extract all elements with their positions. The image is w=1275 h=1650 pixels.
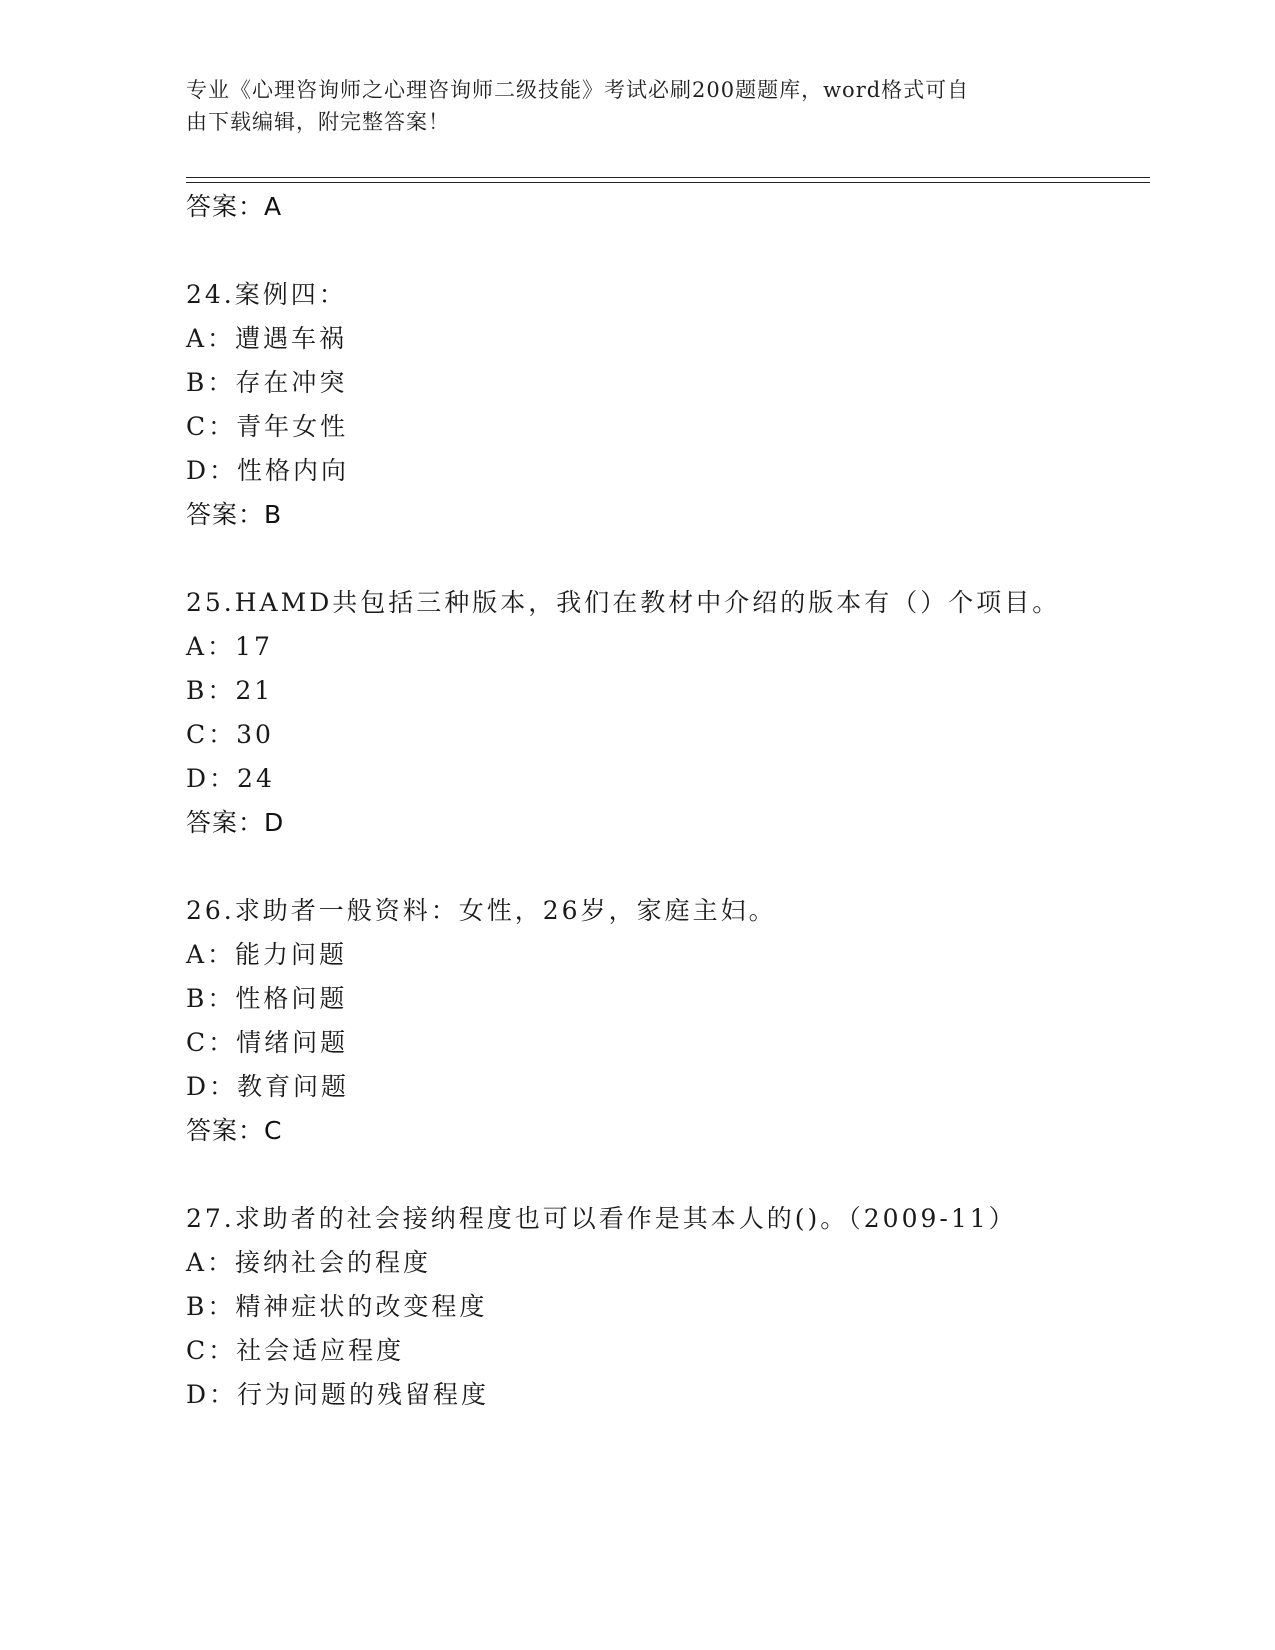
question-25-option-b: B：21 bbox=[186, 676, 274, 705]
question-27-option-c: C：社会适应程度 bbox=[186, 1336, 405, 1365]
question-27-option-a: A：接纳社会的程度 bbox=[186, 1248, 432, 1277]
question-25-option-a: A：17 bbox=[186, 632, 273, 661]
question-25-stem: 25.HAMD共包括三种版本，我们在教材中介绍的版本有（）个项目。 bbox=[186, 588, 1061, 617]
question-24-option-a: A：遭遇车祸 bbox=[186, 324, 348, 353]
question-27-option-b: B：精神症状的改变程度 bbox=[186, 1292, 488, 1321]
question-25-option-d: D：24 bbox=[186, 764, 275, 793]
question-24-stem: 24.案例四： bbox=[186, 280, 347, 309]
header-double-rule bbox=[186, 177, 1150, 183]
header-line-2: 由下载编辑，附完整答案！ bbox=[186, 110, 450, 134]
question-24-answer: 答案：B bbox=[186, 500, 283, 529]
question-24-option-b: B：存在冲突 bbox=[186, 368, 348, 397]
question-27-option-d: D：行为问题的残留程度 bbox=[186, 1380, 490, 1409]
question-26-option-c: C：情绪问题 bbox=[186, 1028, 349, 1057]
question-26-stem: 26.求助者一般资料：女性，26岁，家庭主妇。 bbox=[186, 896, 777, 925]
question-26-option-d: D：教育问题 bbox=[186, 1072, 350, 1101]
question-25-option-c: C：30 bbox=[186, 720, 274, 749]
header-line-1: 专业《心理咨询师之心理咨询师二级技能》考试必刷200题题库，word格式可自 bbox=[186, 78, 970, 102]
question-24-option-c: C：青年女性 bbox=[186, 412, 349, 441]
question-26-option-b: B：性格问题 bbox=[186, 984, 348, 1013]
question-25-answer: 答案：D bbox=[186, 808, 285, 837]
question-27-stem: 27.求助者的社会接纳程度也可以看作是其本人的()。（2009-11） bbox=[186, 1204, 1017, 1233]
document-header-note bbox=[186, 74, 1066, 138]
question-24-option-d: D：性格内向 bbox=[186, 456, 350, 485]
question-26-option-a: A：能力问题 bbox=[186, 940, 348, 969]
previous-answer: 答案：A bbox=[186, 192, 283, 221]
question-26-answer: 答案：C bbox=[186, 1116, 283, 1145]
